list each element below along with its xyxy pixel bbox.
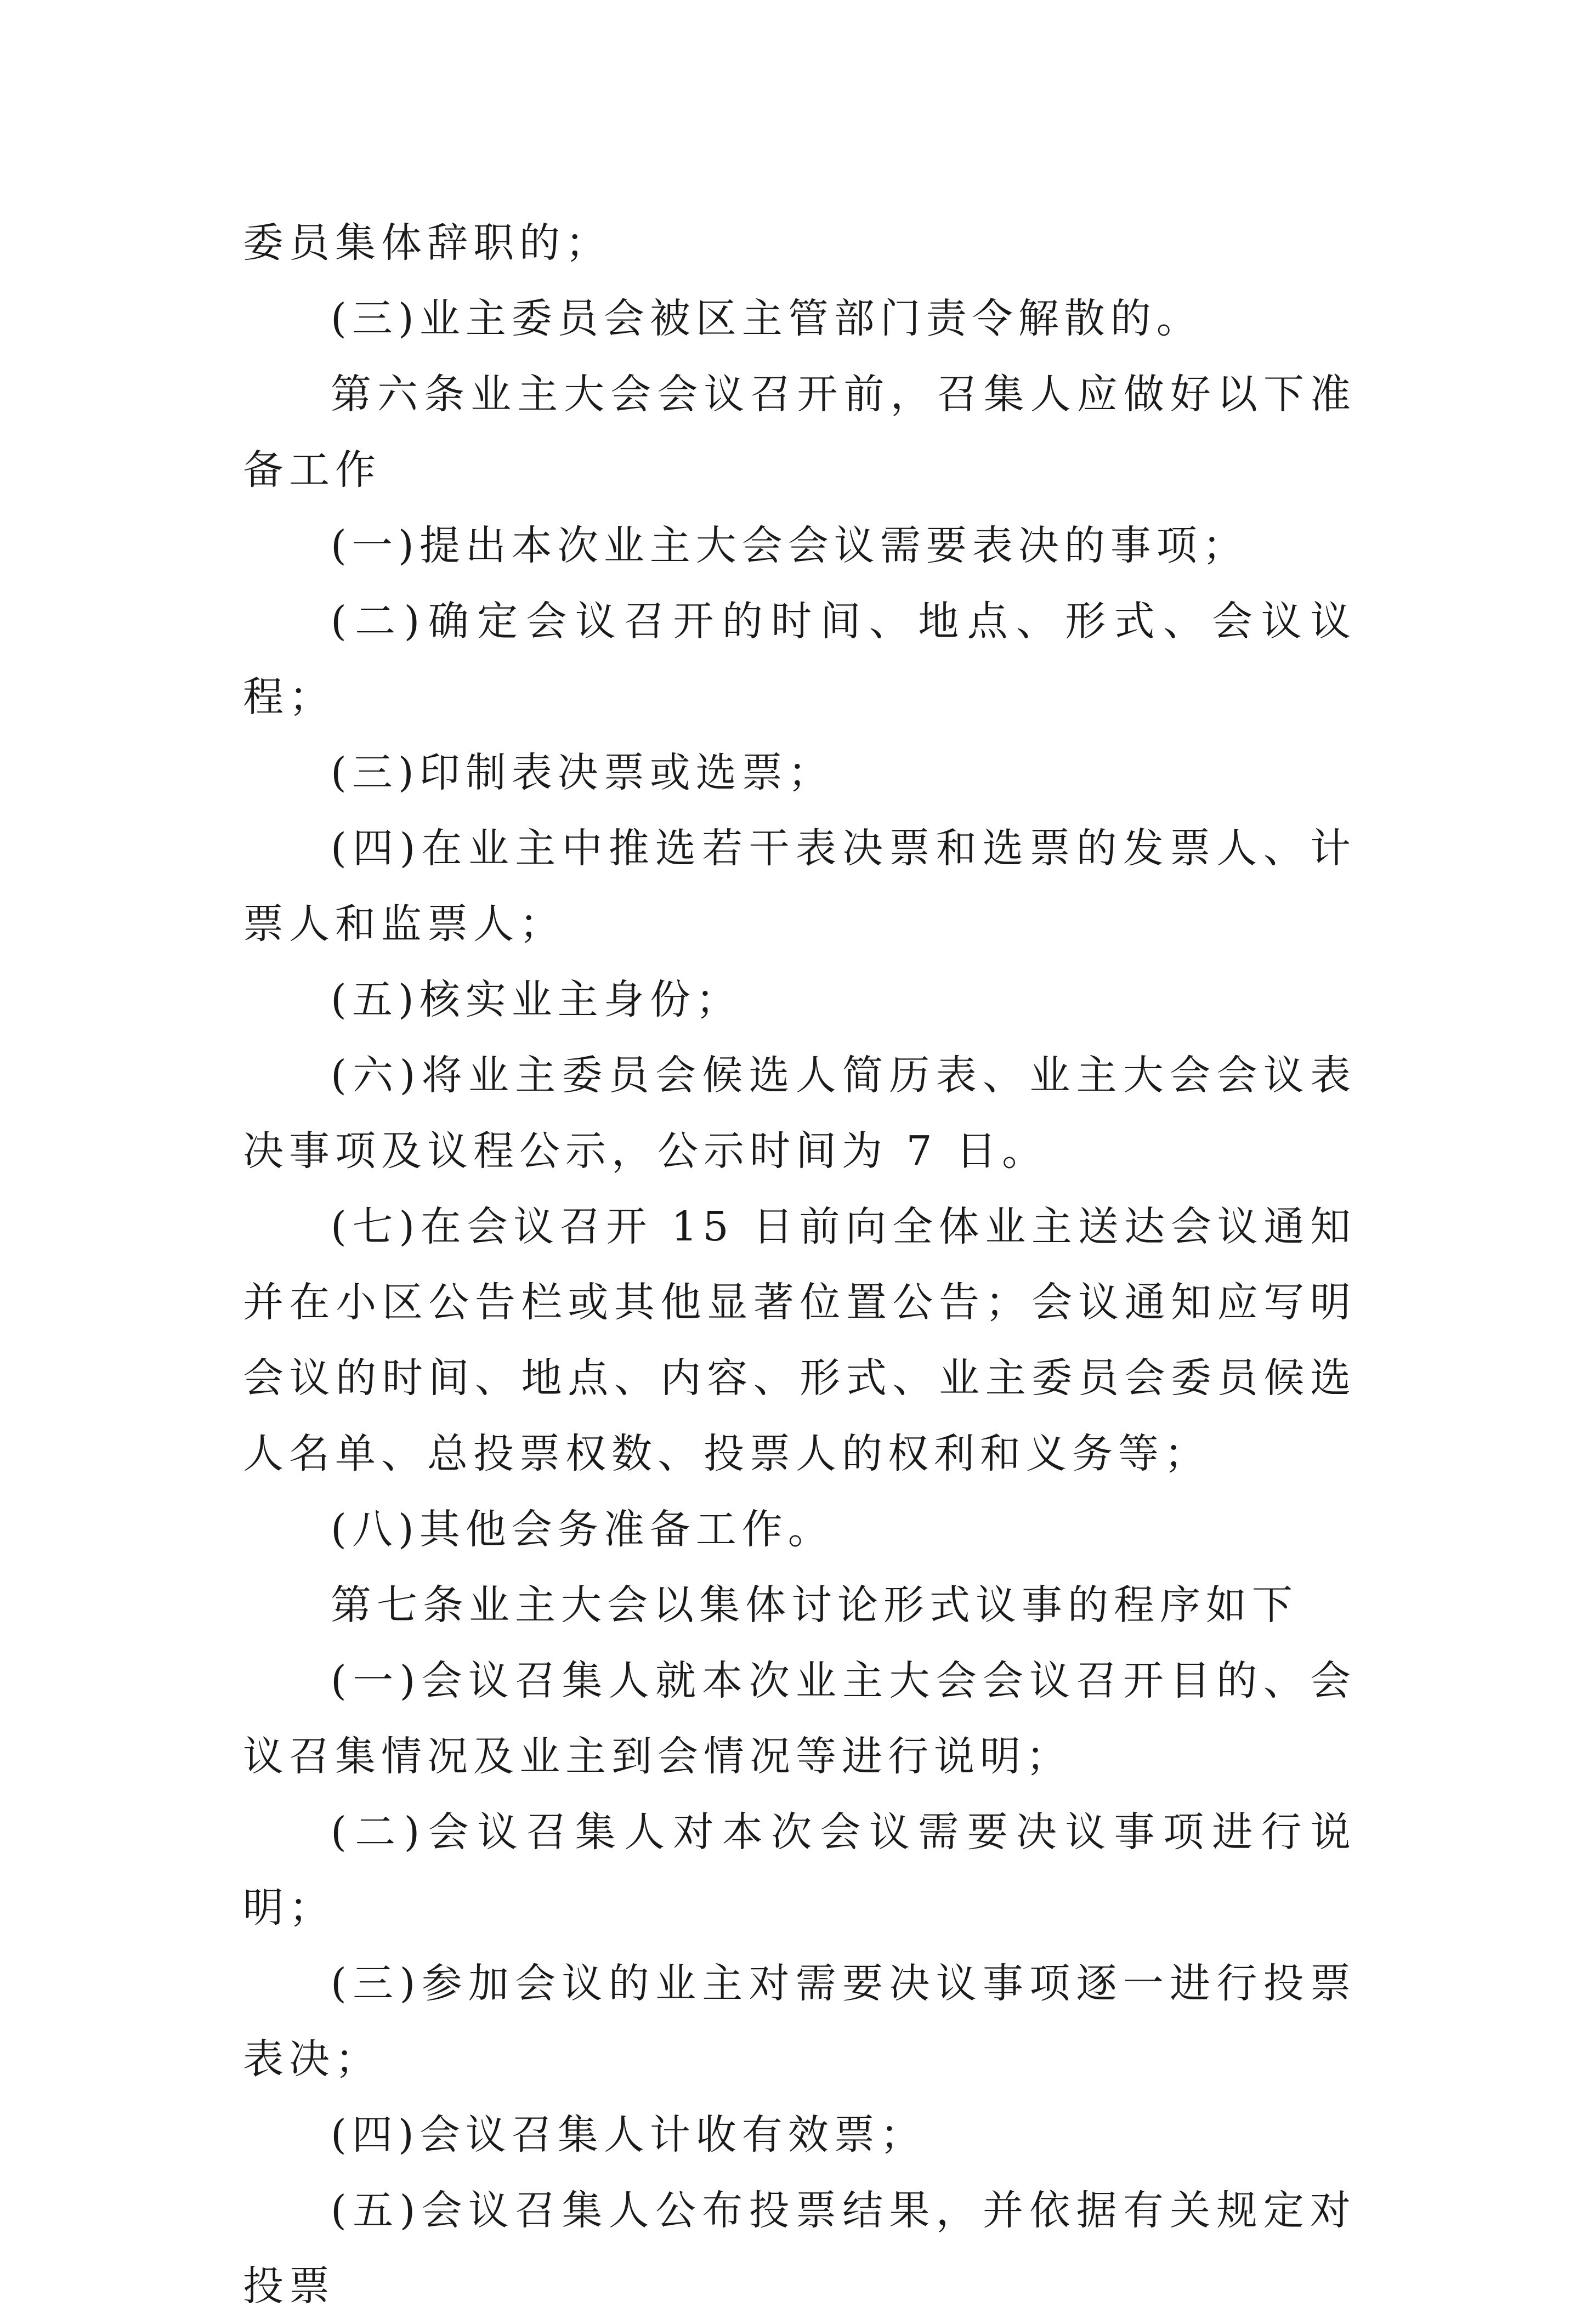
paragraph-article-6: 第六条业主大会会议召开前，召集人应做好以下准备工作: [243, 371, 1356, 494]
paragraph-item: (六)将业主委员会候选人简历表、业主大会会议表决事项及议程公示，公示时间为 7 日。: [243, 1052, 1356, 1175]
paragraph-item: (三)印制表决票或选票；: [331, 749, 834, 796]
paragraph-item: (一)提出本次业主大会会议需要表决的事项；: [331, 522, 1249, 569]
paragraph-item: (八)其他会务准备工作。: [331, 1506, 834, 1553]
paragraph-item: (五)会议召集人公布投票结果，并依据有关规定对投票: [243, 2187, 1356, 2310]
paragraph-continuation: 委员集体辞职的；: [243, 219, 611, 267]
paragraph-item: (四)会议召集人计收有效票；: [331, 2111, 926, 2158]
paragraph-item: (三)业主委员会被区主管部门责令解散的。: [331, 295, 1203, 342]
paragraph-article-7: 第七条业主大会以集体讨论形式议事的程序如下: [331, 1582, 1298, 1629]
paragraph-item: (四)在业主中推选若干表决票和选票的发票人、计票人和监票人；: [243, 825, 1356, 948]
document-body: [243, 205, 1356, 2324]
paragraph-item: (二)会议召集人对本次会议需要决议事项进行说明；: [243, 1809, 1356, 1931]
paragraph-item: (一)会议召集人就本次业主大会会议召开目的、会议召集情况及业主到会情况等进行说明；: [243, 1657, 1356, 1780]
paragraph-item: (三)参加会议的业主对需要决议事项逐一进行投票表决；: [243, 1960, 1356, 2083]
paragraph-item: (七)在会议召开 15 日前向全体业主送达会议通知并在小区公告栏或其他显著位置公告；会议通知应写明会议的时间、地点、内容、形式、业主委员会委员候选人名单、总投票权数、投票人的权利和义务等；: [243, 1203, 1356, 1477]
paragraph-item: (二)确定会议召开的时间、地点、形式、会议议程；: [243, 598, 1356, 721]
paragraph-item: (五)核实业主身份；: [331, 976, 742, 1023]
